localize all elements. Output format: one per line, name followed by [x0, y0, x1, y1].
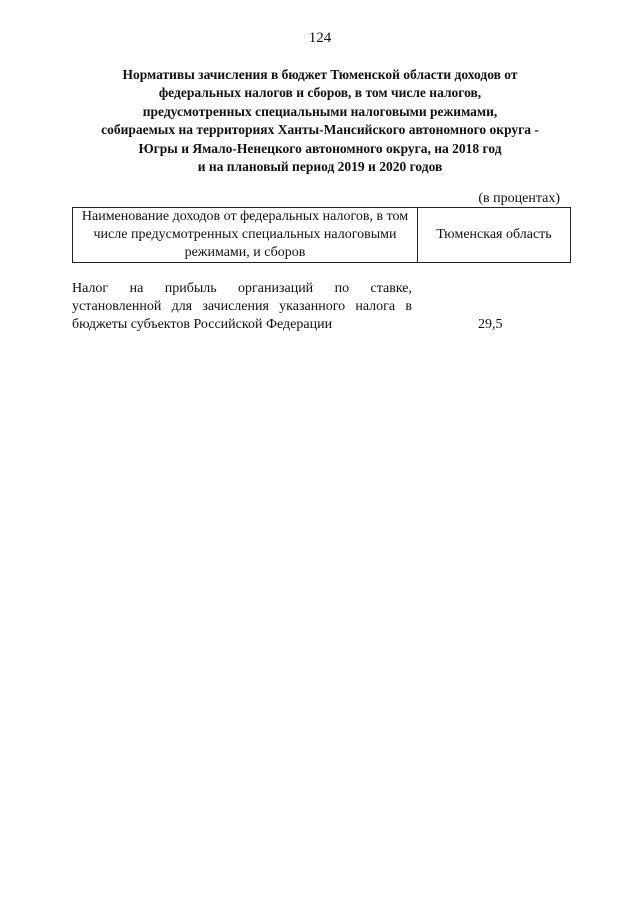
title-line: федеральных налогов и сборов, в том числе налогов,	[158, 85, 482, 101]
header-region-cell: Тюменская область	[418, 208, 571, 263]
title-line: предусмотренных специальными налоговыми режимами,	[142, 103, 498, 119]
table-header	[72, 207, 571, 263]
header-name-cell: Наименование доходов от федеральных налогов, в том числе предусмотренных специальных налоговыми режимами, и сборов	[73, 208, 418, 263]
title-line: и на плановый период 2019 и 2020 годов	[197, 159, 443, 175]
document-title	[60, 66, 580, 176]
page-number: 124	[308, 30, 332, 46]
title-line: собираемых на территориях Ханты-Мансийского автономного округа -	[101, 122, 539, 138]
unit-note: (в процентах)	[478, 191, 560, 206]
title-line: Нормативы зачисления в бюджет Тюменской области доходов от	[122, 67, 518, 82]
header-row	[73, 208, 571, 263]
row-value-cell: 29,5	[478, 317, 503, 332]
row-name-cell: Налог на прибыль организаций по ставке, установленной для зачисления указанного налога в бюджеты субъектов Российской Федерации	[72, 281, 412, 332]
table-row	[72, 280, 571, 334]
title-line: Югры и Ямало-Ненецкого автономного округа, на 2018 год	[138, 140, 502, 156]
